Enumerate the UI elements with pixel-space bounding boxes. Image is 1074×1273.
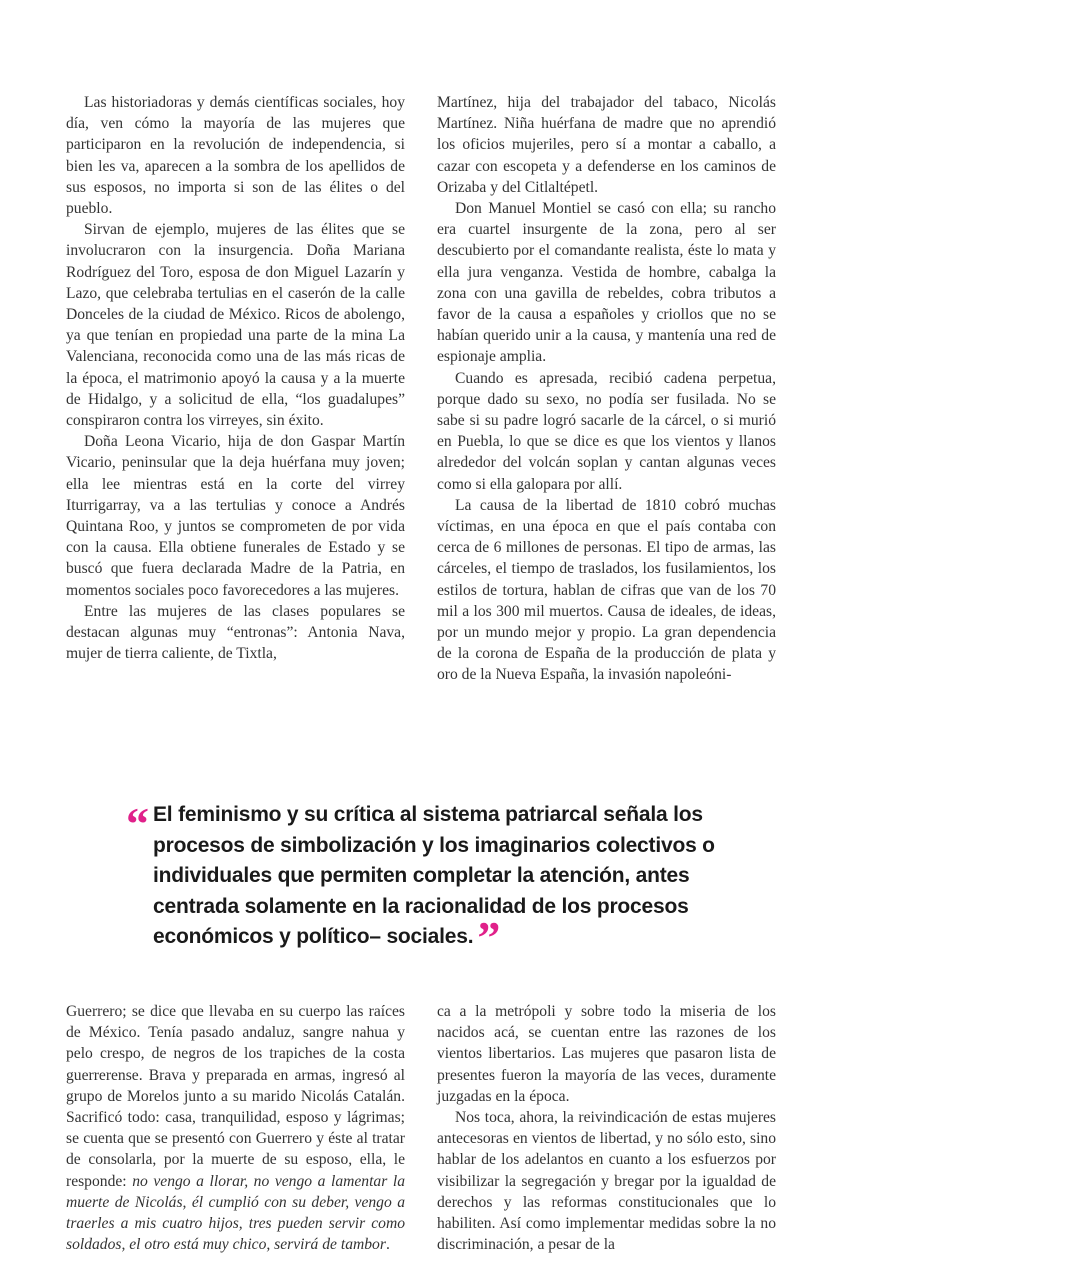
paragraph: Sirvan de ejemplo, mujeres de las élites que se involucraron con la insurgencia. Doña Mariana Rodríguez del Toro, esposa de don Miguel Lazarín y Lazo, que celebraba tertulias en el caserón de la calle Donceles de la ciudad de México. Ricos de abolengo, ya que tenían en propiedad una parte de la mina La Valenciana, reconocida como una de las más ricas de la época, el matrimonio apoyó la causa y a la muerte de Hidalgo, y a solicitud de ella, “los guadalupes” conspiraron contra los virreyes, sin éxito. (66, 221, 405, 430)
open-quote-mark: “ (126, 798, 149, 849)
pull-quote-text: El feminismo y su crítica al sistema patriarcal señala los procesos de simbolización y los imaginarios colectivos o individuales que permiten completar la atención, antes centrada solamente en la racionalidad de los procesos económicos y político– sociales. (153, 803, 715, 948)
close-quote-mark: ” (477, 912, 501, 963)
column-top-left (66, 92, 405, 664)
pull-quote-text-block (126, 800, 726, 963)
paragraph-end: . (385, 1236, 390, 1254)
paragraph: ca a la metrópoli y sobre todo la miseria de los nacidos acá, se cuentan entre las razones de los vientos libertarios. Las mujeres que pasaron lista de presentes fueron la mayoría de las veces, duramente juzgadas en la época. (437, 1003, 776, 1105)
column-top-right (437, 92, 776, 686)
paragraph (66, 1001, 405, 1255)
paragraph: La causa de la libertad de 1810 cobró muchas víctimas, en una época en que el país contaba con cerca de 6 millones de personas. El tipo de armas, las cárceles, el tiempo de traslados, los fusilamientos, los estilos de tortura, hablan de cifras que van de los 70 mil a los 300 mil muertos. Causa de ideales, de ideas, por un mundo mejor y propio. La gran dependencia de la corona de España de la producción de plata y oro de la Nueva España, la invasión napoleóni- (437, 496, 776, 684)
paragraph: Entre las mujeres de las clases populares se destacan algunas muy “entronas”: Antonia Nava, mujer de tierra caliente, de Tixtla, (66, 602, 405, 663)
paragraph: Las historiadoras y demás científicas sociales, hoy día, ven cómo la mayoría de las mujeres que participaron en la revolución de independencia, si bien les va, aparecen a la sombra de los apellidos de sus esposos, no importa si son de las élites o del pueblo. (66, 94, 405, 218)
paragraph-text: Guerrero; se dice que llevaba en su cuerpo las raíces de México. Tenía pasado andaluz, sangre nahua y pelo crespo, de negros de los trapiches de la costa guerrerense. Brava y preparada en armas, ingresó al grupo de Morelos junto a su marido Nicolás Catalán. Sacrificó todo: casa, tranquilidad, esposo y lágrimas; se cuenta que se presentó con Guerrero y éste al tratar de consolarla, por la muerte de su esposo, ella, le responde: (66, 1003, 405, 1190)
italic-quote: no vengo a llorar, no vengo a lamentar la muerte de Nicolás, él cumplió con su deber, vengo a traerles a mis cuatro hijos, tres pueden servir como soldados, el otro está muy chico, servirá de tambor (66, 1172, 405, 1254)
paragraph: Cuando es apresada, recibió cadena perpetua, porque dado su sexo, no podía ser fusilada. No se sabe si su padre logró sacarle de la cárcel, o si murió en Puebla, lo que se dice es que los vientos y llanos alrededor del volcán soplan y cantan algunas veces como si ella galopara por allí. (437, 369, 776, 493)
paragraph: Doña Leona Vicario, hija de don Gaspar Martín Vicario, peninsular que la deja huérfana muy joven; ella lee mientras está en la corte del virrey Iturrigarray, va a las tertulias y conoce a Andrés Quintana Roo, y juntos se comprometen de por vida con la causa. Ella obtiene funerales de Estado y se buscó que fuera declarada Madre de la Patria, en momentos sociales poco favorecedores a las mujeres. (66, 433, 405, 599)
paragraph: Nos toca, ahora, la reivindicación de estas mujeres antecesoras en vientos de libertad, y no sólo esto, sino hablar de los adelantos en cuanto a los esfuerzos por visibilizar la segregación y bregar por la igualdad de derechos y las reformas constitucionales que lo habiliten. Así como implementar medidas sobre la no discriminación, a pesar de la (437, 1109, 776, 1254)
paragraph: Martínez, hija del trabajador del tabaco, Nicolás Martínez. Niña huérfana de madre que no aprendió los oficios mujeriles, pero sí a montar a caballo, a cazar con escopeta y a defenderse en los caminos de Orizaba y del Citlaltépetl. (437, 94, 776, 196)
paragraph: Don Manuel Montiel se casó con ella; su rancho era cuartel insurgente de la zona, pero al ser descubierto por el comandante realista, éste lo mata y ella jura venganza. Vestida de hombre, cabalga la zona con una gavilla de rebeldes, cobra tributos a favor de la causa a españoles y criollos que no se habían querido unir a la causa, y mantenía una red de espionaje amplia. (437, 200, 776, 366)
column-bottom-right (437, 1001, 776, 1255)
column-bottom-left (66, 1001, 405, 1255)
pull-quote (126, 798, 726, 963)
